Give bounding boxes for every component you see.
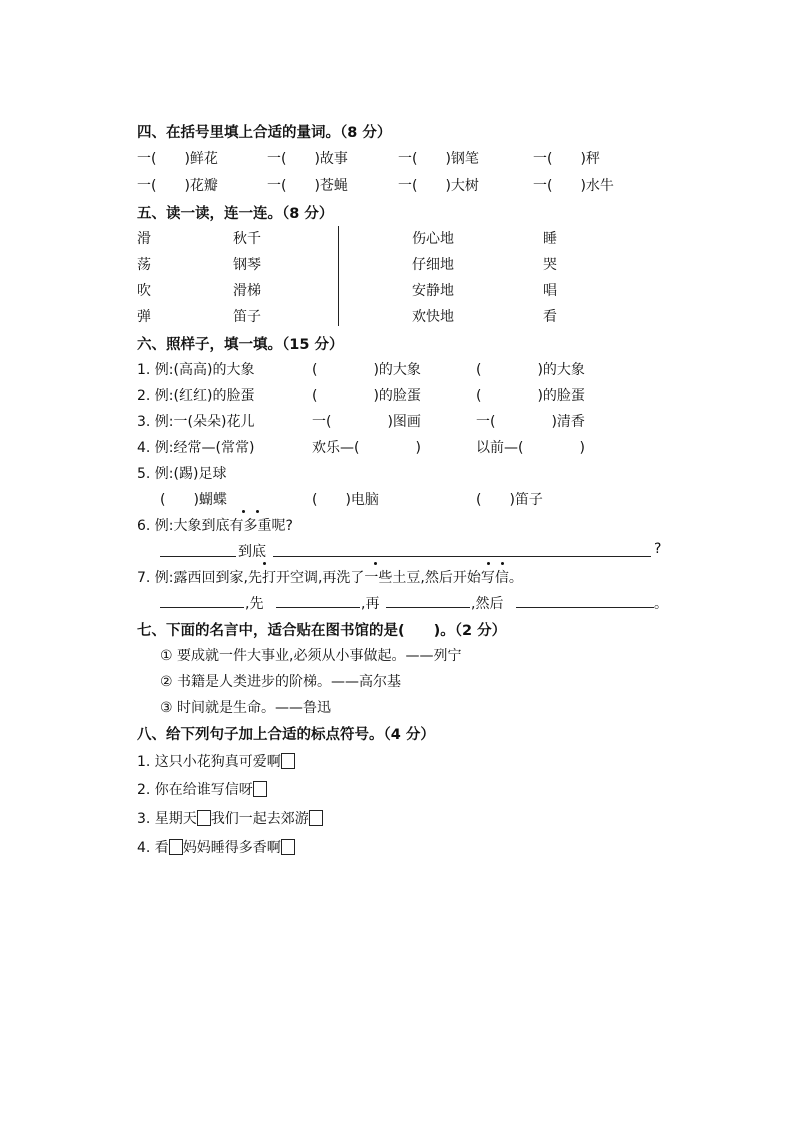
measure-word-2: 一( )故事 (267, 151, 348, 167)
left-verb: 弹 (137, 309, 151, 325)
q1-blank-2: ( )的大象 (476, 362, 585, 378)
q6-middle-word: 到底 (238, 544, 266, 560)
measure-word-5: 一( )花瓣 (137, 178, 218, 194)
q2-blank-2: ( )的脸蛋 (476, 388, 585, 404)
punctuation-box[interactable] (281, 839, 295, 855)
q3-blank-2: 一( )清香 (476, 414, 585, 430)
right-verb: 哭 (543, 257, 557, 273)
q7-connector-3: ,然后 (471, 596, 504, 612)
q6-example: 6. 例:大象到底有多重呢? (137, 518, 293, 534)
punctuation-box[interactable] (253, 781, 267, 797)
punctuation-box[interactable] (169, 839, 183, 855)
q1-blank-1: ( )的大象 (312, 362, 421, 378)
quote-option-2: ② 书籍是人类进步的阶梯。——高尔基 (160, 674, 402, 690)
section6-title: 六、照样子，填一填。（15 分） (137, 337, 344, 353)
emphasis-dot (242, 510, 245, 513)
q1-example: 1. 例:(高高)的大象 (137, 362, 255, 378)
measure-word-7: 一( )大树 (398, 178, 479, 194)
section8-title: 八、给下列句子加上合适的标点符号。（4 分） (137, 727, 435, 743)
q4-blank-2: 以前—( ) (476, 440, 585, 456)
q7-connector-1: ,先 (245, 596, 264, 612)
q7-period: 。 (654, 596, 668, 612)
quote-option-1: ① 要成就一件大事业,必须从小事做起。——列宁 (160, 648, 462, 664)
right-adverb: 伤心地 (412, 231, 454, 247)
sentence-2-text: 2. 你在给谁写信呀 (137, 782, 253, 798)
q6-fill-line-2 (273, 556, 651, 557)
emphasis-dot (263, 562, 266, 565)
emphasis-dot (374, 562, 377, 565)
measure-word-1: 一( )鲜花 (137, 151, 218, 167)
right-adverb: 安静地 (412, 283, 454, 299)
punctuation-box[interactable] (309, 810, 323, 826)
q7-fill-line-2 (276, 607, 360, 608)
measure-word-6: 一( )苍蝇 (267, 178, 348, 194)
q3-example: 3. 例:一(朵朵)花儿 (137, 414, 255, 430)
measure-word-4: 一( )秤 (533, 151, 600, 167)
punctuation-box[interactable] (281, 753, 295, 769)
q5-blank-3: ( )笛子 (476, 492, 543, 508)
q4-blank-1: 欢乐—( ) (312, 440, 421, 456)
sentence-3-text-a: 3. 星期天 (137, 811, 197, 827)
left-noun: 钢琴 (233, 257, 261, 273)
left-noun: 笛子 (233, 309, 261, 325)
sentence-3 (137, 808, 323, 828)
q6-question-mark: ? (654, 541, 662, 557)
punctuation-box[interactable] (197, 810, 211, 826)
section4-title: 四、在括号里填上合适的量词。（8 分） (137, 125, 392, 141)
q6-fill-line-1 (160, 556, 236, 557)
left-noun: 秋千 (233, 231, 261, 247)
measure-word-8: 一( )水牛 (533, 178, 614, 194)
emphasis-dot (256, 510, 259, 513)
right-adverb: 欢快地 (412, 309, 454, 325)
sentence-4 (137, 837, 295, 857)
q5-blank-1: ( )蝴蝶 (160, 492, 227, 508)
right-verb: 唱 (543, 283, 557, 299)
q2-example: 2. 例:(红红)的脸蛋 (137, 388, 255, 404)
q2-blank-1: ( )的脸蛋 (312, 388, 421, 404)
left-verb: 吹 (137, 283, 151, 299)
q7-connector-2: ,再 (361, 596, 380, 612)
quote-option-3: ③ 时间就是生命。——鲁迅 (160, 700, 332, 716)
q3-blank-1: 一( )图画 (312, 414, 421, 430)
right-adverb: 仔细地 (412, 257, 454, 273)
sentence-4-text-a: 4. 看 (137, 840, 169, 856)
q5-blank-2: ( )电脑 (312, 492, 379, 508)
sentence-2 (137, 779, 267, 799)
q5-example: 5. 例:(踢)足球 (137, 466, 227, 482)
section5-title: 五、读一读，连一连。（8 分） (137, 206, 334, 222)
section7-title: 七、下面的名言中，适合贴在图书馆的是( )。（2 分） (137, 623, 507, 639)
sentence-1 (137, 751, 295, 771)
right-verb: 看 (543, 309, 557, 325)
left-verb: 滑 (137, 231, 151, 247)
q7-fill-line-4 (516, 607, 654, 608)
sentence-4-text-b: 妈妈睡得多香啊 (182, 840, 281, 856)
q7-fill-line-3 (386, 607, 470, 608)
column-divider (338, 226, 339, 326)
sentence-3-text-b: 我们一起去郊游 (210, 811, 309, 827)
measure-word-3: 一( )钢笔 (398, 151, 479, 167)
q7-fill-line-1 (160, 607, 244, 608)
q4-example: 4. 例:经常—(常常) (137, 440, 255, 456)
left-verb: 荡 (137, 257, 151, 273)
sentence-1-text: 1. 这只小花狗真可爱啊 (137, 754, 281, 770)
emphasis-dot (487, 562, 490, 565)
q7-example: 7. 例:露西回到家,先打开空调,再洗了一些土豆,然后开始写信。 (137, 570, 523, 586)
emphasis-dot (501, 562, 504, 565)
left-noun: 滑梯 (233, 283, 261, 299)
right-verb: 睡 (543, 231, 557, 247)
